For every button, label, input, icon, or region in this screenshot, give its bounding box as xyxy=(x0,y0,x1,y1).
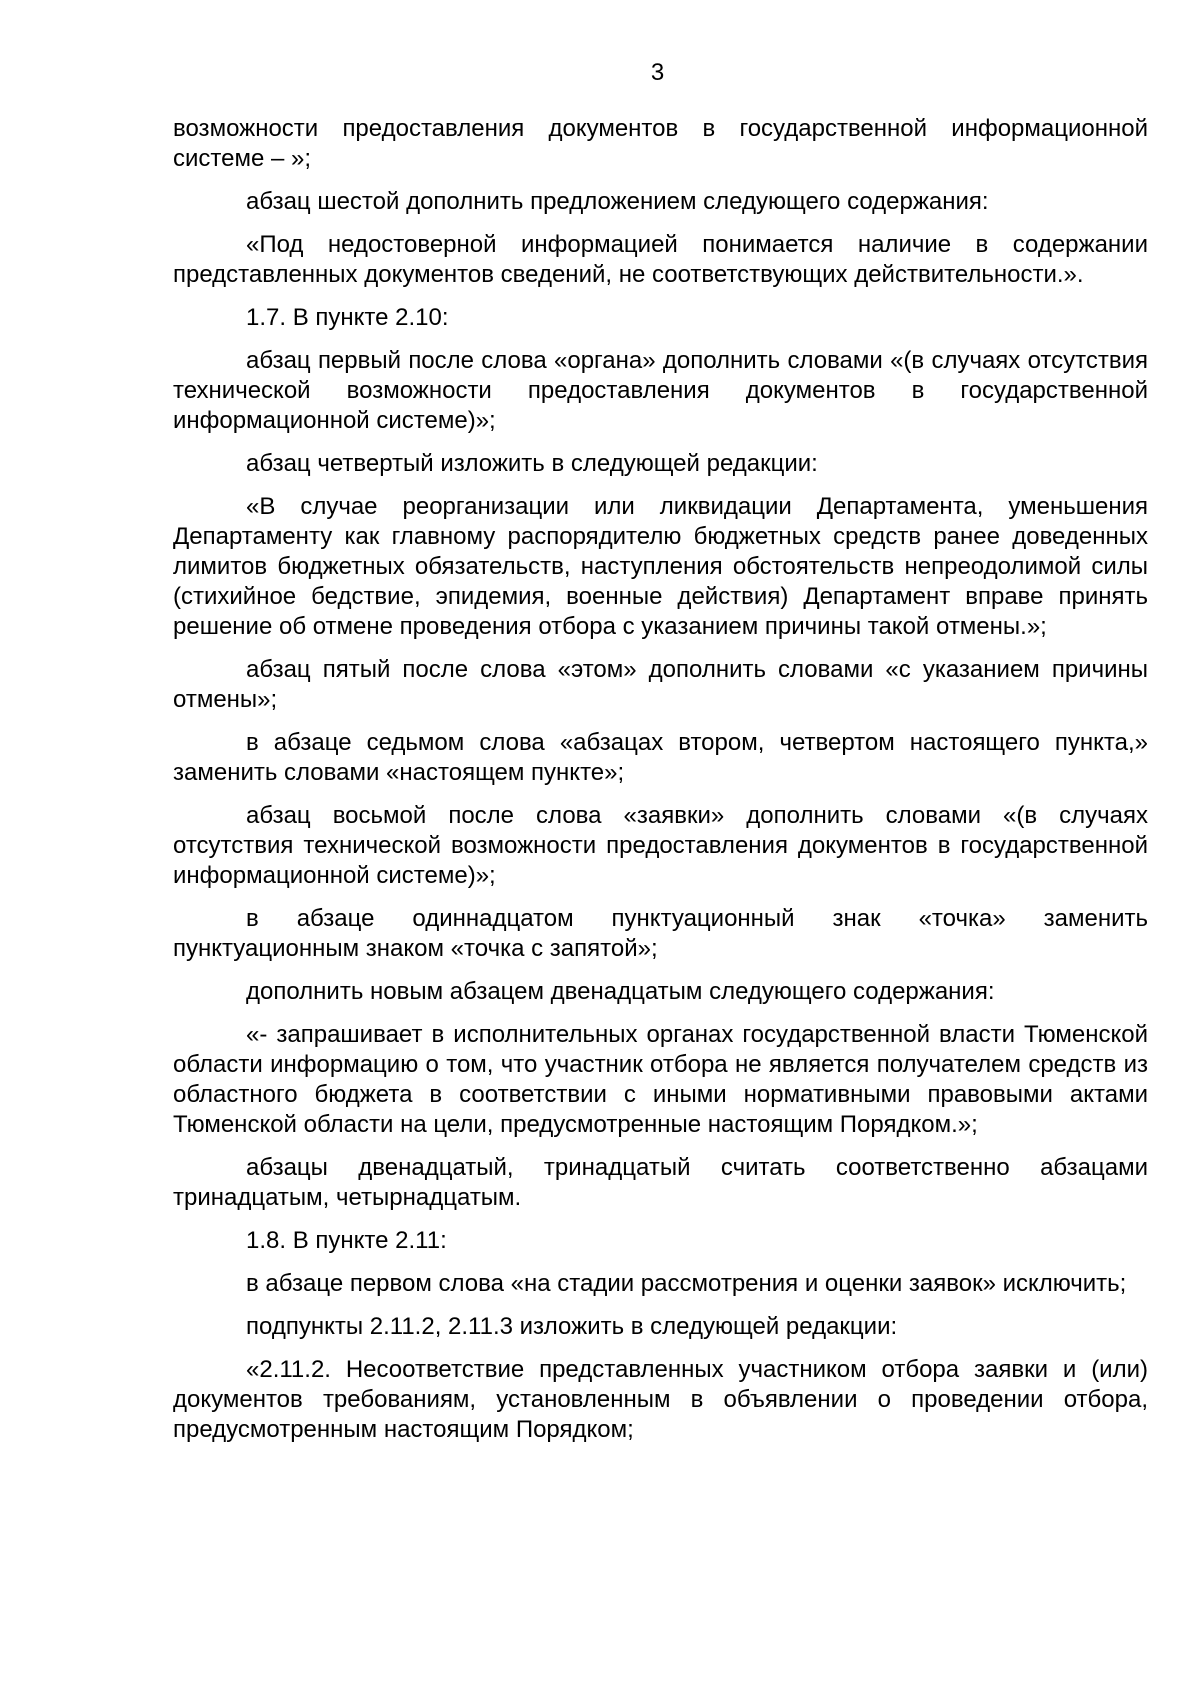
page-number: 3 xyxy=(650,59,665,86)
paragraph: «Под недостоверной информацией понимается наличие в содержании представленных документов сведений, не соответствующих действительности.». xyxy=(173,231,1148,288)
document-body xyxy=(173,114,1148,1458)
paragraph: «2.11.2. Несоответствие представленных участником отбора заявки и (или) документов требованиям, установленным в объявлении о проведении отбора, предусмотренным настоящим Порядком; xyxy=(173,1356,1148,1443)
paragraph: дополнить новым абзацем двенадцатым следующего содержания: xyxy=(246,978,995,1005)
paragraph: в абзаце седьмом слова «абзацах втором, четвертом настоящего пункта,» заменить словами «настоящем пункте»; xyxy=(173,729,1148,786)
paragraph: абзац первый после слова «органа» дополнить словами «(в случаях отсутствия технической возможности предоставления документов в государственной информационной системе)»; xyxy=(173,347,1148,434)
paragraph: в абзаце одиннадцатом пунктуационный знак «точка» заменить пунктуационным знаком «точка с запятой»; xyxy=(173,905,1148,962)
paragraph: абзац пятый после слова «этом» дополнить словами «с указанием причины отмены»; xyxy=(173,656,1148,713)
paragraph: «В случае реорганизации или ликвидации Департамента, уменьшения Департаменту как главному распорядителю бюджетных средств ранее доведенных лимитов бюджетных обязательств, наступления обстоятельств непреодолимой силы (стихийное бедствие, эпидемия, военные действия) Департамент вправе принять решение об отмене проведения отбора с указанием причины такой отмены.»; xyxy=(173,493,1148,640)
paragraph: абзац восьмой после слова «заявки» дополнить словами «(в случаях отсутствия технической возможности предоставления документов в государственной информационной системе)»; xyxy=(173,802,1148,889)
paragraph: абзац четвертый изложить в следующей редакции: xyxy=(246,450,818,477)
paragraph: «- запрашивает в исполнительных органах государственной власти Тюменской области информацию о том, что участник отбора не является получателем средств из областного бюджета в соответствии с иными нормативными правовыми актами Тюменской области на цели, предусмотренные настоящим Порядком.»; xyxy=(173,1021,1148,1138)
paragraph: возможности предоставления документов в государственной информационной системе – »; xyxy=(173,115,1148,172)
section-heading: 1.8. В пункте 2.11: xyxy=(246,1227,447,1254)
paragraph: абзацы двенадцатый, тринадцатый считать соответственно абзацами тринадцатым, четырнадцатым. xyxy=(173,1154,1148,1211)
paragraph: подпункты 2.11.2, 2.11.3 изложить в следующей редакции: xyxy=(246,1313,898,1340)
section-heading: 1.7. В пункте 2.10: xyxy=(246,304,449,331)
paragraph: абзац шестой дополнить предложением следующего содержания: xyxy=(246,188,989,215)
paragraph: в абзаце первом слова «на стадии рассмотрения и оценки заявок» исключить; xyxy=(246,1270,1127,1297)
